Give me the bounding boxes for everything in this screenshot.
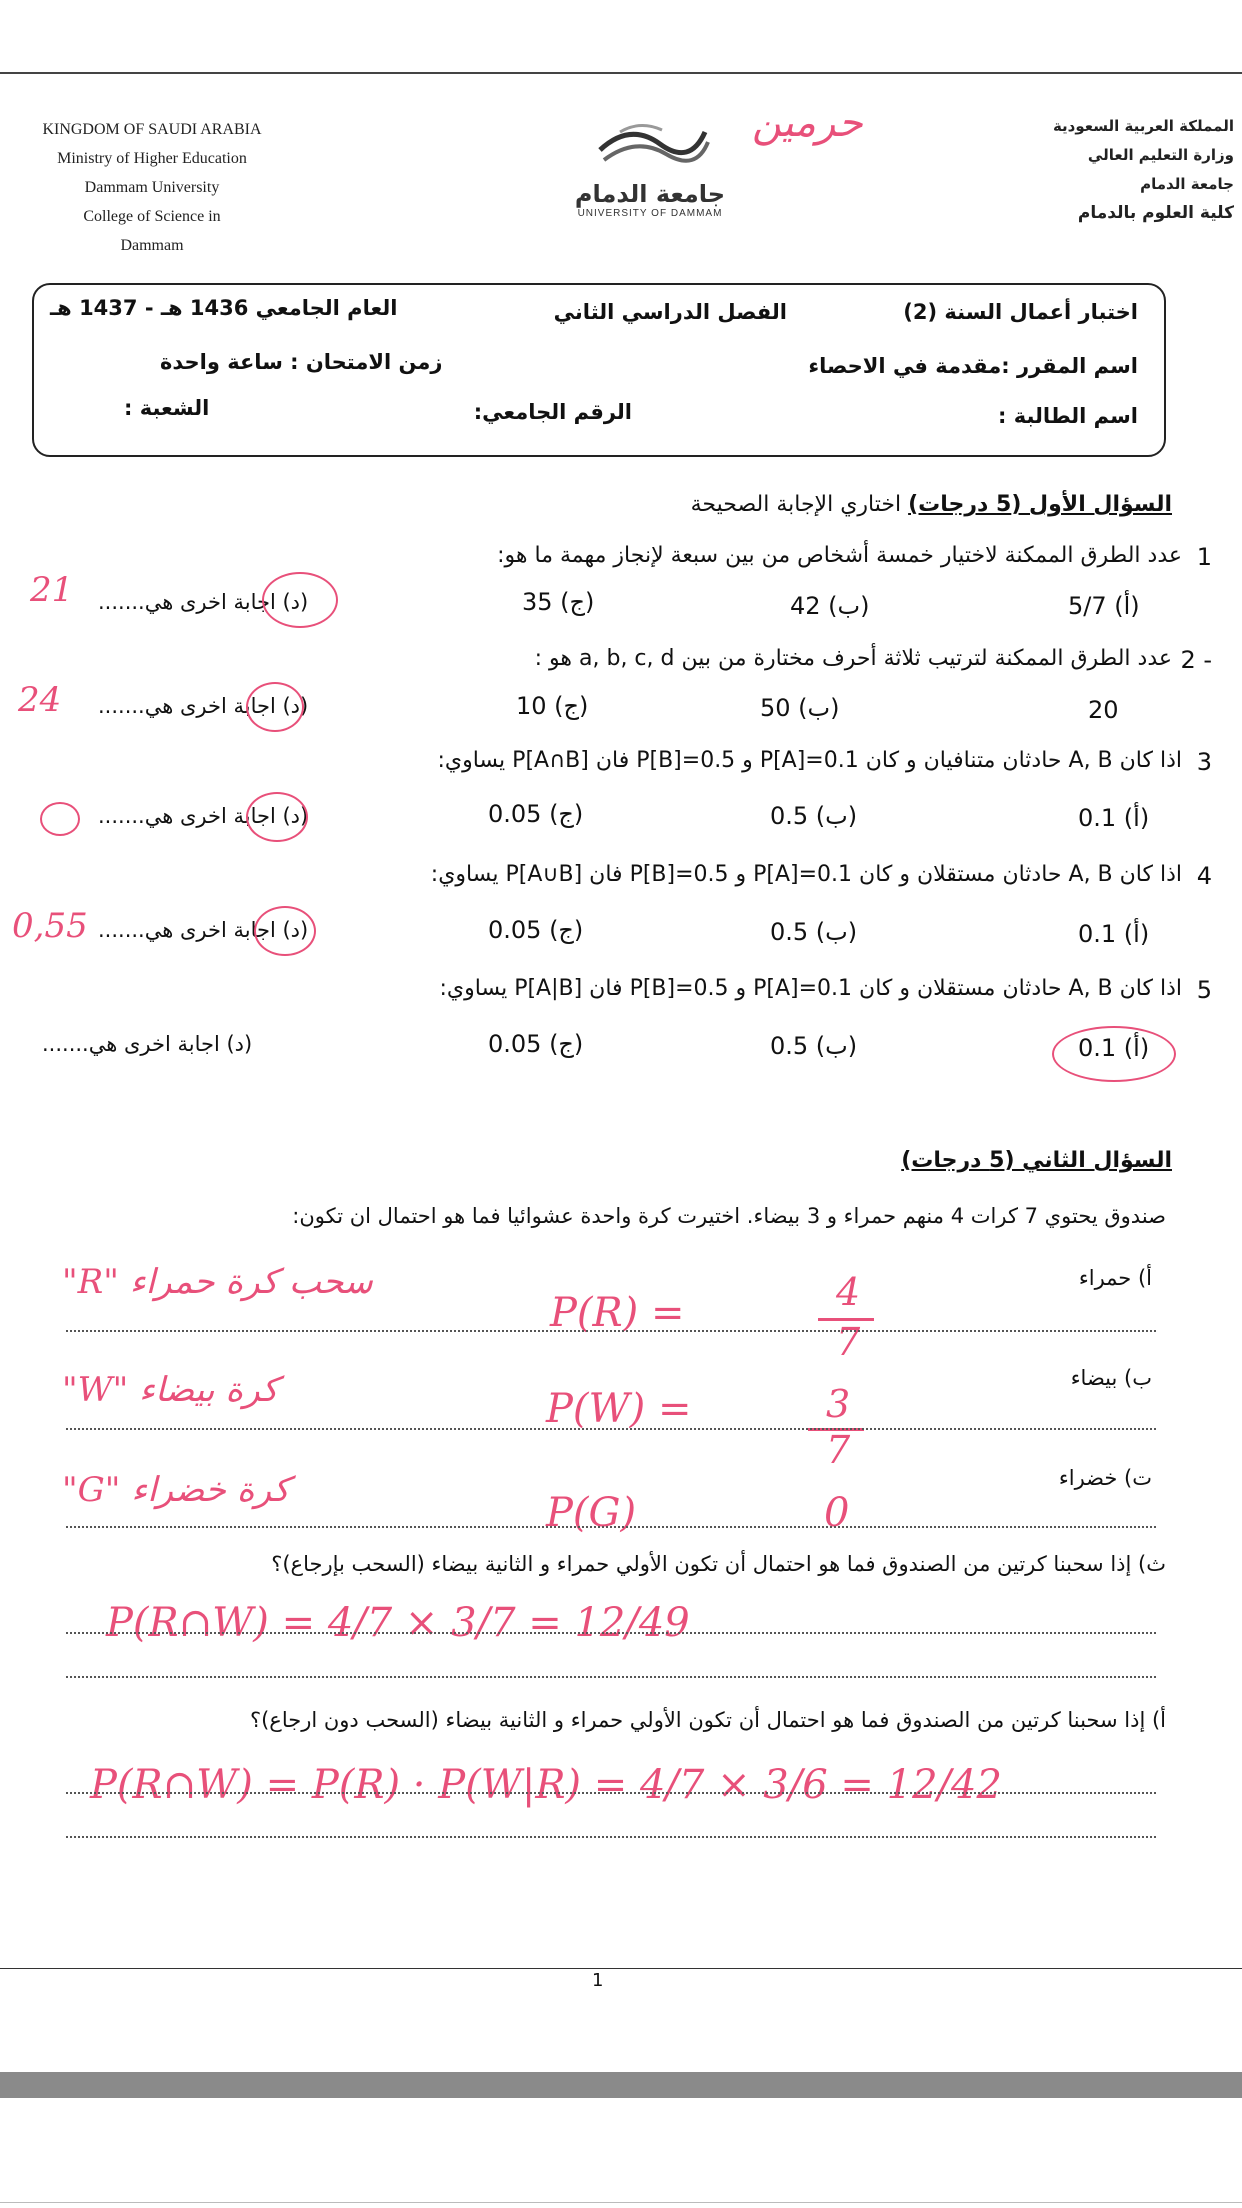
q1-item-number: 2 - (1180, 646, 1212, 674)
header-en-line: Dammam University (84, 179, 220, 196)
q1-option-b: (ب) 0.5 (770, 802, 858, 830)
handwritten-probability: P(G) (546, 1490, 637, 1536)
answer-line (66, 1836, 1156, 1838)
q1-item-number: 5 (1196, 976, 1212, 1004)
q1-item-number: 1 (1196, 543, 1212, 571)
header-en-line: College of Science in (83, 208, 221, 225)
logo-arabic-text: جامعة الدمام (574, 180, 726, 208)
q2-part-label: ت) خضراء (1058, 1466, 1152, 1490)
logo-english-text: UNIVERSITY OF DAMMAM (577, 208, 723, 219)
q1-item-text: اذا كان A, B حادثان متنافيان و كان P[A]=0.1 و P[B]=0.5 فان P[A∩B] يساوي: (437, 748, 1182, 773)
q1-option-b: (ب) 50 (760, 694, 840, 722)
handwritten-event-definition: "G" كرة خضراء (62, 1470, 290, 1510)
q1-option-d: (د) اجابة اخرى هي....... (98, 918, 309, 942)
answer-circle (1052, 1026, 1176, 1082)
q1-option-a: 20 (1088, 696, 1119, 724)
handwritten-numerator: 4 (836, 1270, 861, 1314)
exam-label: اختبار أعمال السنة (2) (903, 300, 1138, 324)
answer-line (66, 1428, 1156, 1430)
handwritten-student-name: حرمين (752, 100, 863, 146)
q1-title-bold: السؤال الأول (5 درجات) (908, 492, 1172, 517)
header-ar-line: كلية العلوم بالدمام (1077, 203, 1234, 223)
answer-circle (246, 792, 308, 842)
q1-option-d: (د) اجابة اخرى هي....... (98, 590, 309, 614)
handwritten-numerator: 3 (826, 1382, 851, 1426)
handwritten-zero-answer: 0 (824, 1490, 850, 1536)
q1-option-a: (أ) 0.1 (1078, 804, 1150, 832)
q1-option-c: (ج) 35 (522, 588, 595, 616)
answer-line (66, 1676, 1156, 1678)
handwritten-event-definition: "W" كرة بيضاء (62, 1370, 279, 1410)
q2-part-e: أ) إذا سحبنا كرتين من الصندوق فما هو احتمال أن تكون الأولي حمراء و الثانية بيضاء (السحب دون ارجاع)؟ (249, 1708, 1166, 1732)
q1-title-instruction: اختاري الإجابة الصحيحة (690, 492, 902, 517)
answer-zero-circle (40, 802, 80, 836)
handwritten-answer: 0,55 (12, 906, 88, 946)
answer-line (66, 1330, 1156, 1332)
q1-item-number: 3 (1196, 748, 1212, 776)
semester: الفصل الدراسي الثاني (553, 300, 787, 324)
answer-circle (262, 572, 338, 628)
q1-item-text: اذا كان A, B حادثان مستقلان و كان P[A]=0.1 و P[B]=0.5 فان P[A∪B] يساوي: (430, 862, 1182, 887)
q1-option-c: (ج) 0.05 (488, 1030, 584, 1058)
q2-part-label: أ) حمراء (1078, 1266, 1152, 1290)
page-divider-band (0, 2072, 1242, 2098)
q1-option-c: (ج) 0.05 (488, 916, 584, 944)
q1-option-b: (ب) 0.5 (770, 1032, 858, 1060)
header-ar-line: المملكة العربية السعودية (1052, 117, 1234, 135)
q1-option-d: (د) اجابة اخرى هي....... (98, 694, 309, 718)
logo-waves-icon (590, 112, 710, 172)
q2-part-label: ب) بيضاء (1070, 1366, 1152, 1390)
q2-title-bold: السؤال الثاني (5 درجات) (901, 1148, 1172, 1173)
q1-item-text: عدد الطرق الممكنة لترتيب ثلاثة أحرف مختارة من بين a, b, c, d هو : (534, 646, 1172, 671)
handwritten-denominator: 7 (836, 1320, 861, 1364)
q1-item-text: عدد الطرق الممكنة لاختيار خمسة أشخاص من بين سبعة لإنجاز مهمة ما هو: (497, 543, 1182, 568)
header-arabic (994, 112, 1234, 228)
handwritten-answer-without-replacement: P(R∩W) = P(R) · P(W|R) = 4/7 × 3/6 = 12/42 (90, 1762, 1002, 1808)
answer-line (66, 1526, 1156, 1528)
next-page-edge (0, 2202, 1242, 2203)
header-en-line: Ministry of Higher Education (57, 150, 247, 167)
university-logo (560, 112, 740, 232)
course-name: اسم المقرر :مقدمة في الاحصاء (808, 354, 1138, 378)
header-english (22, 115, 282, 260)
q1-option-a: (أ) 0.1 (1078, 920, 1150, 948)
handwritten-answer: 24 (18, 680, 62, 720)
q1-option-c: (ج) 0.05 (488, 800, 584, 828)
header-en-line: KINGDOM OF SAUDI ARABIA (42, 121, 262, 138)
q1-option-a: (أ) 0.1 (1078, 1034, 1150, 1062)
answer-circle (254, 906, 316, 956)
handwritten-answer-with-replacement: P(R∩W) = 4/7 × 3/7 = 12/49 (106, 1600, 690, 1646)
academic-year: العام الجامعي 1436 هـ - 1437 هـ (50, 296, 398, 320)
section-label: الشعبة : (124, 396, 210, 420)
handwritten-answer (40, 798, 41, 799)
header-en-line: Dammam (120, 237, 184, 254)
q1-option-b: (ب) 0.5 (770, 918, 858, 946)
q2-intro: صندوق يحتوي 7 كرات 4 منهم حمراء و 3 بيضاء. اختيرت كرة واحدة عشوائيا فما هو احتمال ان تكون: (292, 1204, 1166, 1228)
q1-option-d: (د) اجابة اخرى هي....... (98, 804, 309, 828)
q1-option-a: (أ) 5/7 (1068, 592, 1140, 620)
exam-duration: زمن الامتحان : ساعة واحدة (160, 350, 443, 374)
answer-line (66, 1632, 1156, 1634)
handwritten-denominator: 7 (826, 1428, 851, 1472)
top-rule (0, 72, 1242, 74)
page-number: 1 (592, 1970, 604, 1991)
handwritten-event-definition: "R" سحب كرة حمراء (62, 1262, 373, 1302)
q1-option-c: (ج) 10 (516, 692, 589, 720)
q2-part-d: ث) إذا سحبنا كرتين من الصندوق فما هو احتمال أن تكون الأولي حمراء و الثانية بيضاء (السحب بإرجاع)؟ (271, 1552, 1166, 1576)
q2-title (901, 1148, 1172, 1173)
q1-title (691, 492, 1172, 517)
header-ar-line: جامعة الدمام (1140, 175, 1234, 193)
q1-option-b: (ب) 42 (790, 592, 870, 620)
answer-line (66, 1792, 1156, 1794)
footer-rule (0, 1968, 1242, 1969)
handwritten-answer: 21 (30, 570, 74, 610)
answer-circle (246, 682, 304, 732)
student-name-label: اسم الطالبة : (998, 404, 1138, 428)
q1-item-number: 4 (1196, 862, 1212, 890)
q1-option-d: (د) اجابة اخرى هي....... (42, 1032, 253, 1056)
handwritten-probability: P(W) = (546, 1386, 692, 1432)
header-ar-line: وزارة التعليم العالي (1087, 146, 1234, 164)
student-id-label: الرقم الجامعي: (473, 400, 632, 424)
handwritten-probability: P(R) = (550, 1290, 685, 1336)
q1-item-text: اذا كان A, B حادثان مستقلان و كان P[A]=0.1 و P[B]=0.5 فان P[A|B] يساوي: (439, 976, 1182, 1001)
